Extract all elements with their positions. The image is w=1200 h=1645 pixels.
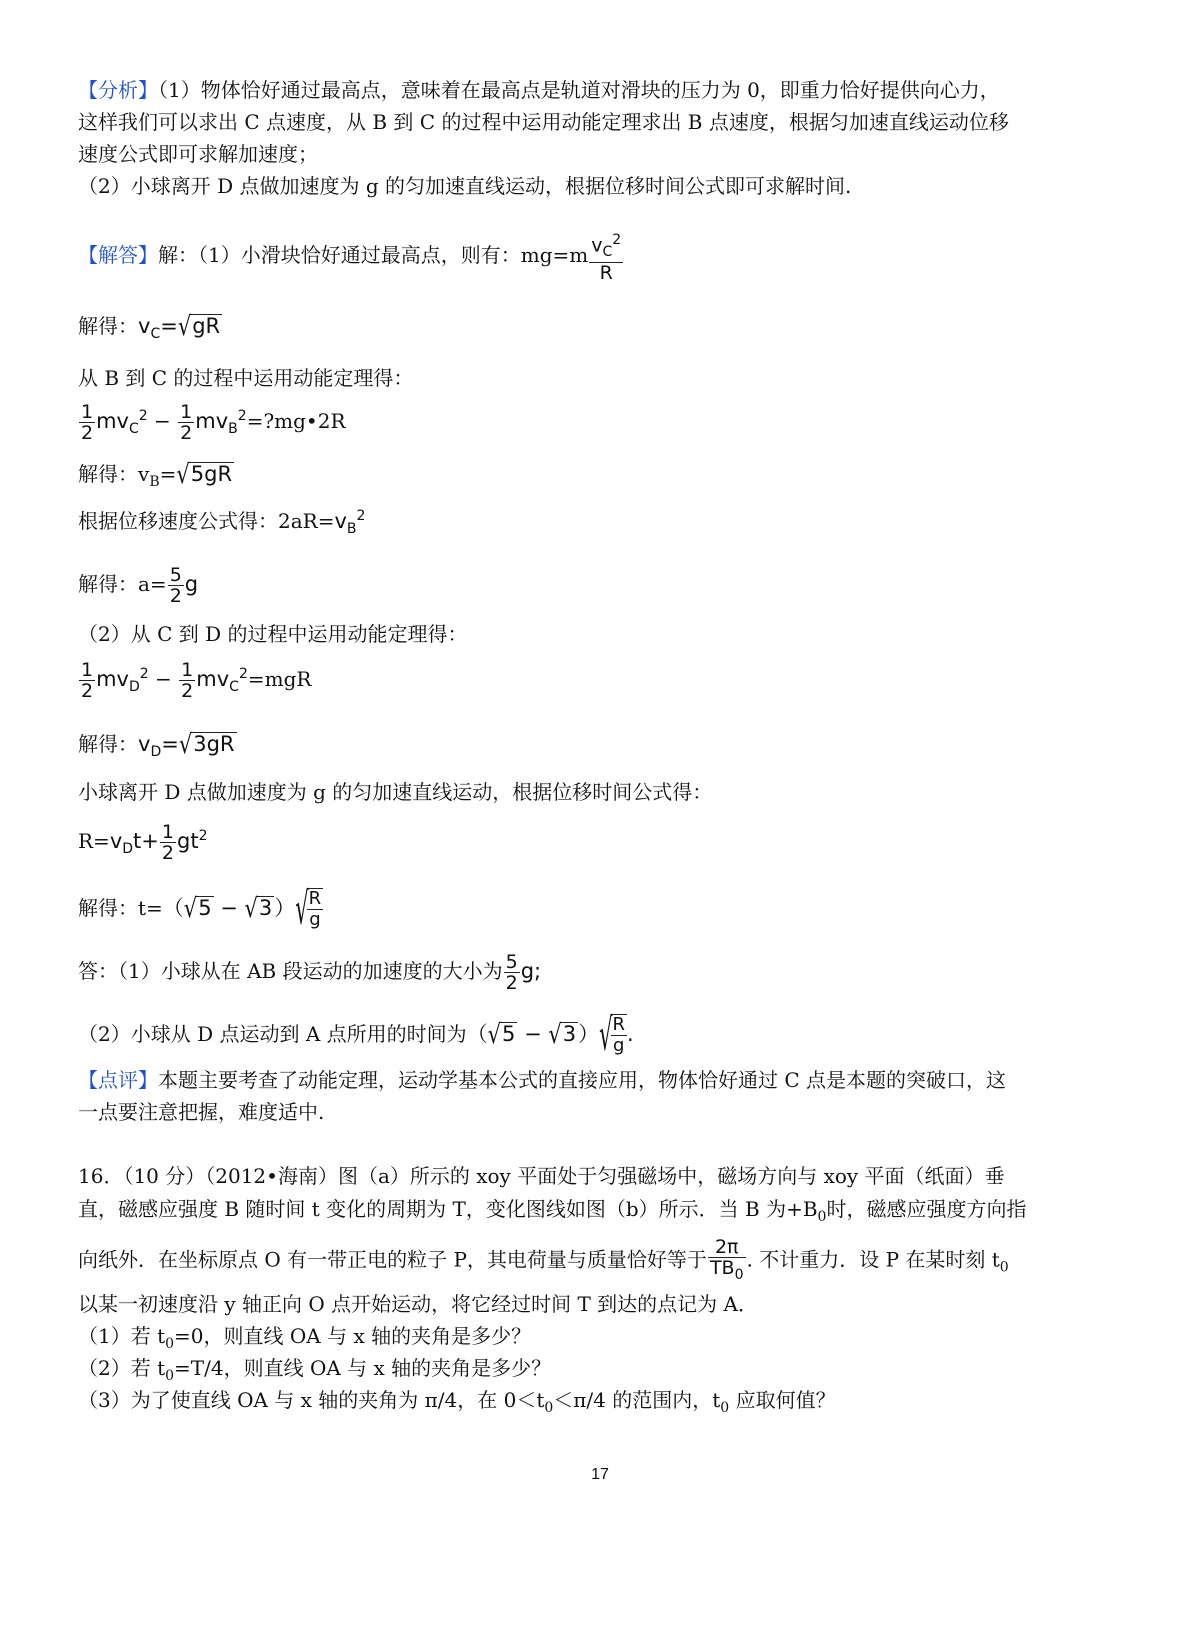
sqrt-icon: √ bbox=[183, 893, 198, 923]
solution-line-10: 解得：$v_D=√3gR$ bbox=[78, 730, 237, 766]
solution-line-6: 根据位移速度公式得：$2aR=v_B^2$ bbox=[78, 508, 366, 538]
sqrt-icon: √ bbox=[244, 893, 258, 923]
page-number: 17 bbox=[591, 1466, 609, 1483]
analysis-tag: 【分析】 bbox=[78, 78, 158, 102]
solution-line-7: 解得：a= $\frac{5}{2}$ g bbox=[78, 564, 199, 607]
sqrt-icon: √ bbox=[177, 311, 192, 341]
solution-line-3: 从 B 到 C 的过程中运用动能定理得： bbox=[78, 366, 414, 390]
problem16-line-3: 向纸外．在坐标原点 O 有一带正电的粒子 P，其电荷量与质量恰好等于 $\frac{2\pi}{TB_0}$ . 不计重力．设 P 在某时刻 $t_0$ bbox=[78, 1236, 1009, 1283]
solution-line-9: $\frac{1}{2}$ $mv_D^2$ − $\frac{1}{2}$ $mv_C^2=mgR$ bbox=[81, 659, 312, 702]
problem16-line-1: 16．（10 分）（2012•海南）图（a）所示的 xoy 平面处于匀强磁场中，磁场方向与 xoy 平面（纸面）垂 bbox=[78, 1164, 1005, 1188]
analysis-line-3: 速度公式即可求解加速度； bbox=[78, 142, 318, 166]
answer-line-1: 答：（1）小球从在 AB 段运动的加速度的大小为 $\frac{5}{2}$ g; bbox=[78, 951, 542, 994]
solution-line-4: $\frac{1}{2}$ $mv_C^2$ − $\frac{1}{2}$ $mv_B^2=?mg•2R$ bbox=[81, 401, 346, 444]
solution-line-1: 【解答】解：（1）小滑块恰好通过最高点，则有：mg=m $\frac{v_C^2}{R}$ bbox=[78, 232, 622, 285]
analysis-line-2: 这样我们可以求出 C 点速度，从 B 到 C 的过程中运用动能定理求出 B 点速度，根据匀加速直线运动位移 bbox=[78, 110, 1009, 134]
solution-tag: 【解答】 bbox=[78, 243, 158, 268]
analysis-line-1: 【分析】（1）物体恰好通过最高点，意味着在最高点是轨道对滑块的压力为 0，即重力恰好提供向心力， bbox=[78, 78, 1000, 102]
solution-line-8: （2）从 C 到 D 的过程中运用动能定理得： bbox=[78, 622, 468, 646]
problem16-question-2: （2）若 $t_0=T/4$，则直线 OA 与 x 轴的夹角是多少？ bbox=[78, 1356, 552, 1384]
problem16-question-3: （3）为了使直线 OA 与 x 轴的夹角为 π/4，在 $0<t_0<\pi/4$ 的范围内，$t_0$ 应取何值？ bbox=[78, 1388, 836, 1416]
analysis-line-4: （2）小球离开 D 点做加速度为 g 的匀加速直线运动，根据位移时间公式即可求解时间. bbox=[78, 174, 852, 198]
problem16-line-2: 直，磁感应强度 B 随时间 t 变化的周期为 T，变化图线如图（b）所示．当 B 为$+B_0$时，磁感应强度方向指 bbox=[78, 1197, 1027, 1225]
fraction: $\frac{v_C^2}{R}$ bbox=[591, 232, 622, 285]
sqrt-icon: √ bbox=[548, 1019, 562, 1049]
solution-line-13: 解得：t=（√5 − √3）√ $\frac{R}{g}$ bbox=[78, 888, 323, 930]
sqrt-icon: √ bbox=[176, 459, 190, 489]
answer-line-2: （2）小球从 D 点运动到 A 点所用的时间为（√5 − √3）√ $\frac{R}{g}$ . bbox=[78, 1014, 634, 1056]
solution-line-12: $R=v_Dt+$ $\frac{1}{2}$ $gt^2$ bbox=[78, 821, 208, 864]
sqrt-icon: √ bbox=[487, 1019, 502, 1049]
sqrt-icon: √ bbox=[295, 883, 309, 935]
problem16-line-4: 以某一初速度沿 y 轴正向 O 点开始运动，将它经过时间 T 到达的点记为 A． bbox=[78, 1292, 758, 1316]
comment-line-1: 【点评】本题主要考查了动能定理，运动学基本公式的直接应用，物体恰好通过 C 点是本题的突破口，这 bbox=[78, 1068, 1007, 1092]
solution-line-5: 解得：$v_B=√5gR$ bbox=[78, 460, 234, 496]
problem16-question-1: （1）若 $t_0=0$，则直线 OA 与 x 轴的夹角是多少？ bbox=[78, 1324, 532, 1352]
comment-tag: 【点评】 bbox=[78, 1068, 158, 1092]
comment-line-2: 一点要注意把握，难度适中. bbox=[78, 1100, 325, 1124]
solution-line-2: 解得：$v_C=√gR$ bbox=[78, 312, 222, 348]
sqrt-icon: √ bbox=[178, 729, 193, 759]
solution-line-11: 小球离开 D 点做加速度为 g 的匀加速直线运动，根据位移时间公式得： bbox=[78, 780, 713, 804]
sqrt-icon: √ bbox=[599, 1009, 613, 1061]
